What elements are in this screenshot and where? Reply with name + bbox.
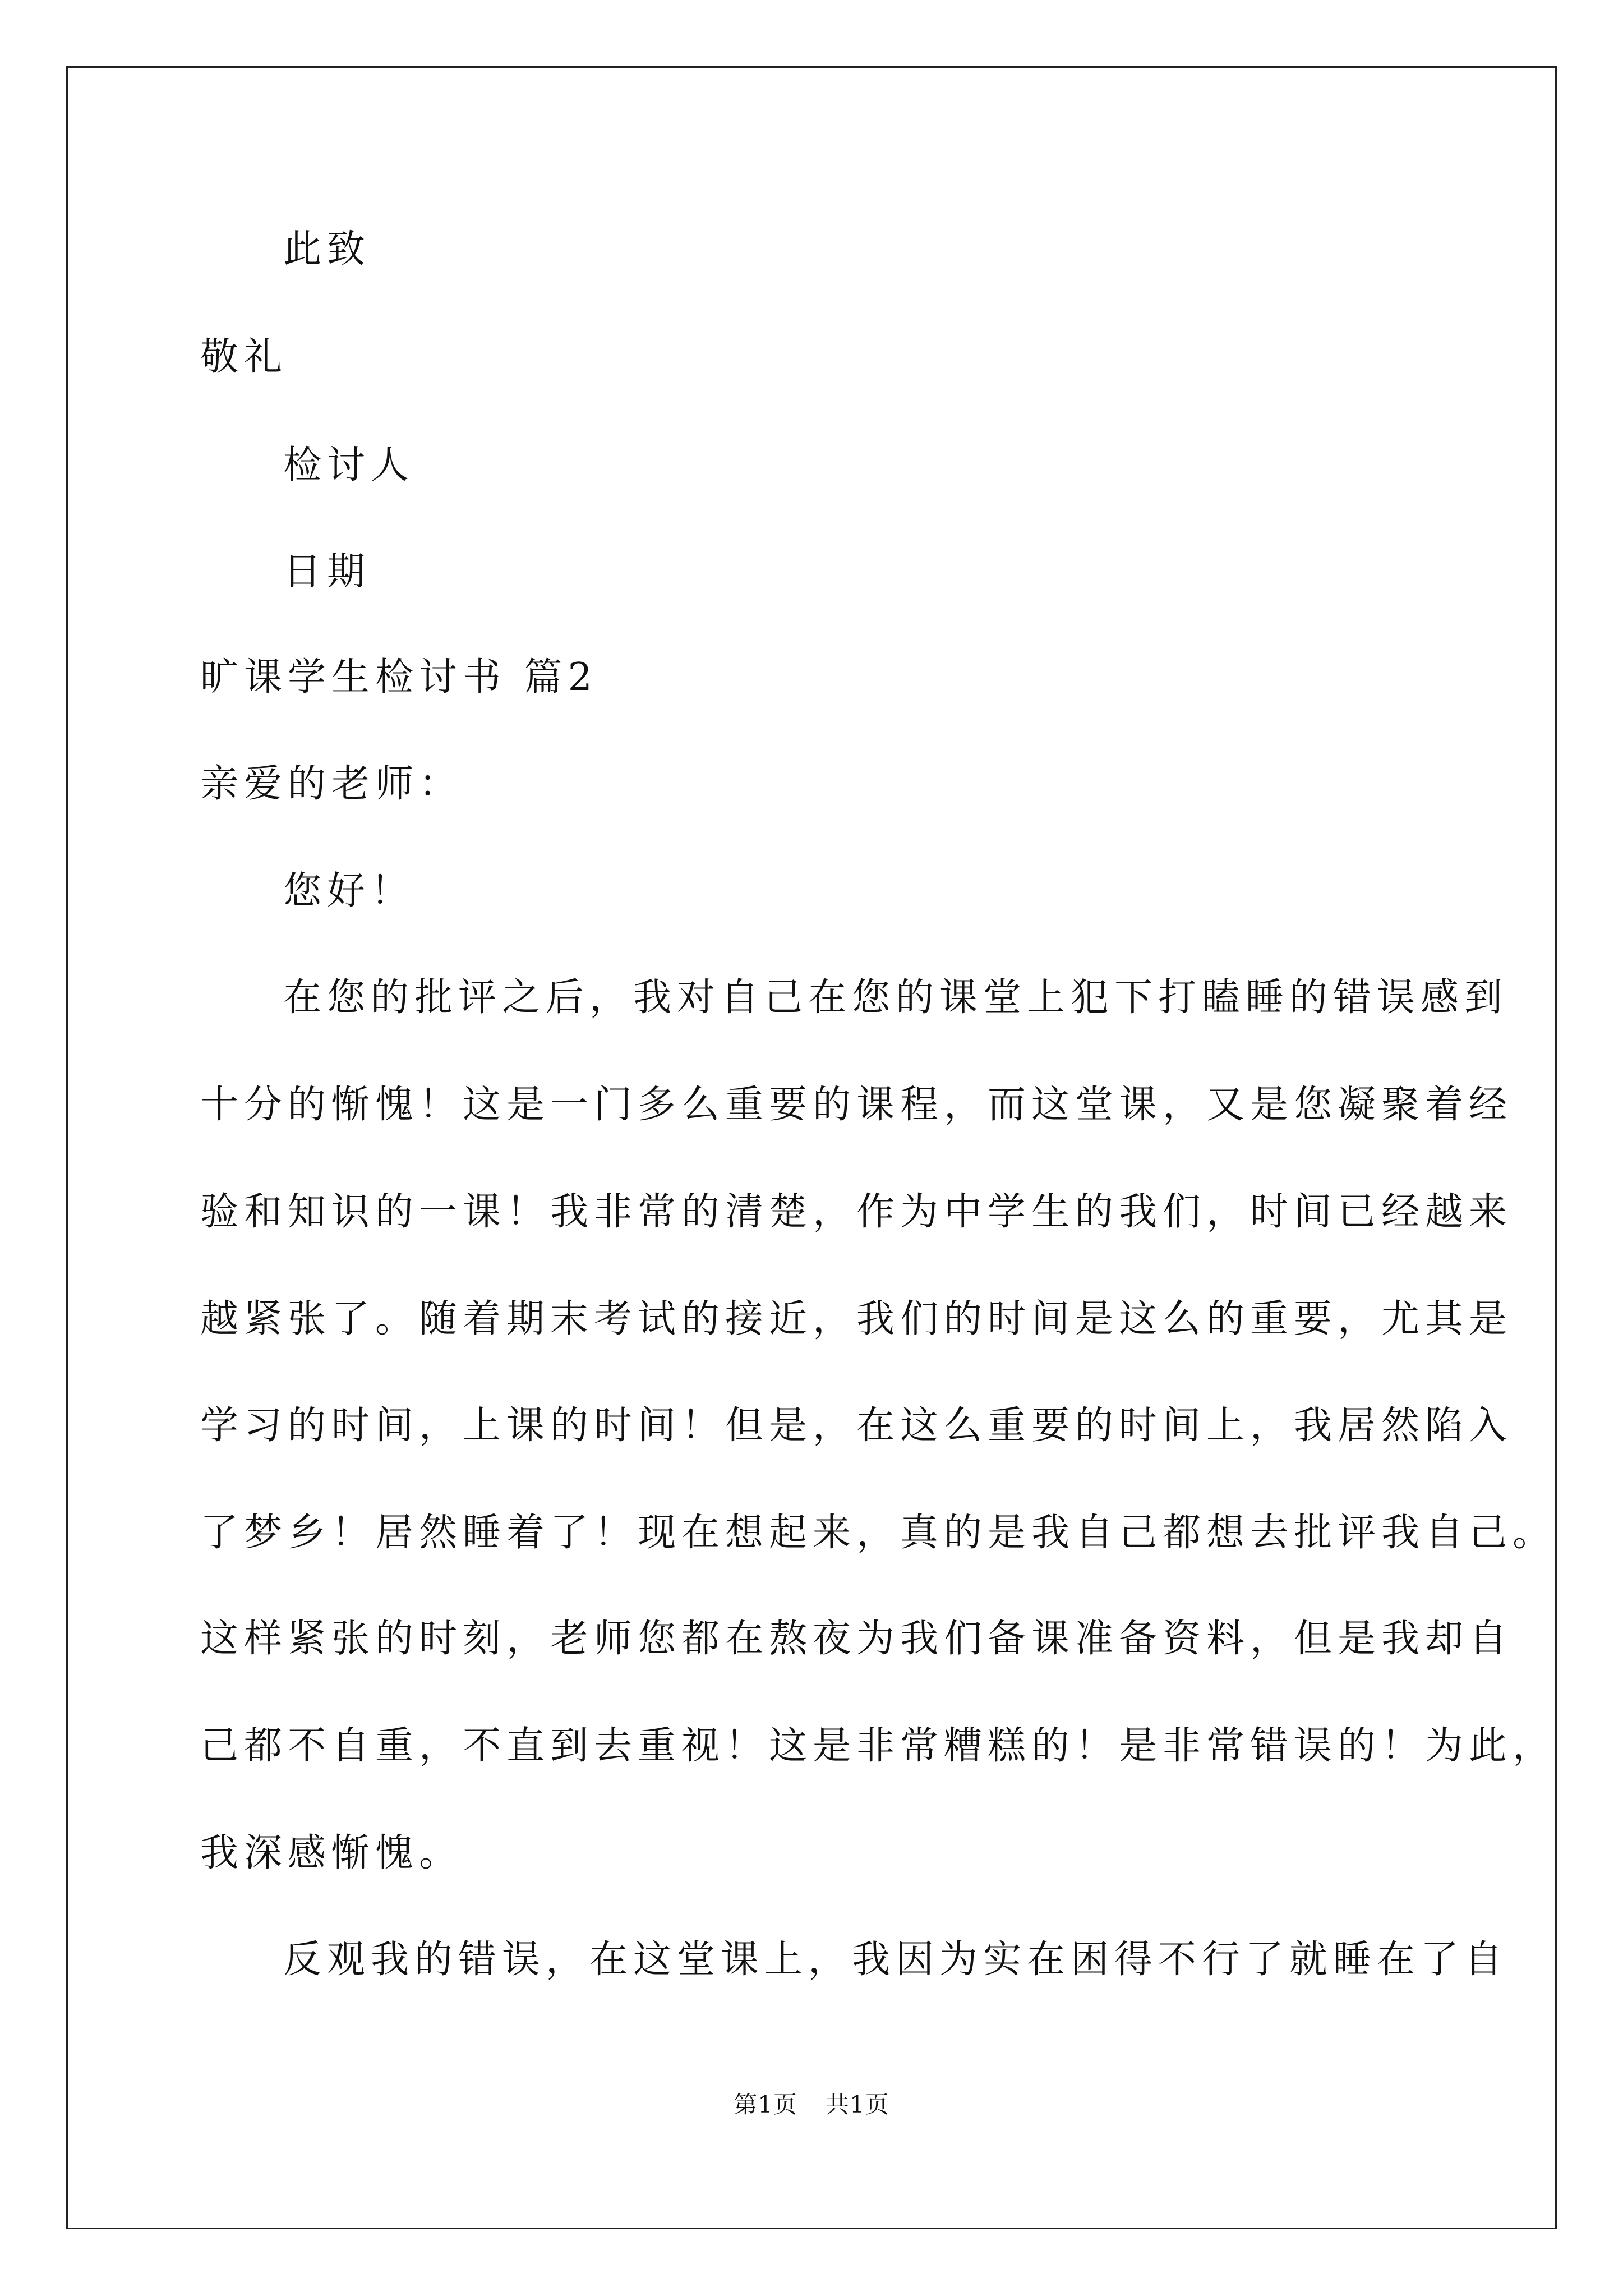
paragraph-line: 十分的惭愧！这是一门多么重要的课程，而这堂课，又是您凝聚着经: [200, 1083, 1513, 1127]
page-number-total: 共1页: [826, 2091, 889, 2118]
paragraph-line: 我深感惭愧。: [200, 1831, 463, 1875]
paragraph-line: 越紧张了。随着期末考试的接近，我们的时间是这么的重要，尤其是: [200, 1297, 1513, 1341]
paragraph-line: 验和知识的一课！我非常的清楚，作为中学生的我们，时间已经越来: [200, 1190, 1513, 1234]
paragraph-line: 反观我的错误，在这堂课上，我因为实在困得不行了就睡在了自: [283, 1938, 1509, 1982]
paragraph-line: 在您的批评之后，我对自己在您的课堂上犯下打瞌睡的错误感到: [283, 976, 1509, 1020]
page-border: [66, 66, 1557, 2229]
section-title: 旷课学生检讨书 篇2: [200, 655, 598, 700]
closing-date-label: 日期: [283, 550, 371, 594]
paragraph-line: 学习的时间，上课的时间！但是，在这么重要的时间上，我居然陷入: [200, 1404, 1513, 1448]
letter-addressee: 亲爱的老师：: [200, 762, 463, 806]
letter-greeting: 您好！: [283, 869, 415, 913]
paragraph-line: 己都不自重，不直到去重视！这是非常糟糕的！是非常错误的！为此，: [200, 1724, 1557, 1768]
closing-regards: 敬礼: [200, 335, 288, 379]
closing-salutation: 此致: [283, 227, 371, 272]
paragraph-line: 这样紧张的时刻，老师您都在熬夜为我们备课准备资料，但是我却自: [200, 1617, 1513, 1661]
page-footer: [0, 2088, 1623, 2122]
page-number-current: 第1页: [734, 2091, 797, 2118]
closing-signer: 检讨人: [283, 443, 415, 487]
paragraph-line: 了梦乡！居然睡着了！现在想起来，真的是我自己都想去批评我自己。: [200, 1511, 1557, 1555]
